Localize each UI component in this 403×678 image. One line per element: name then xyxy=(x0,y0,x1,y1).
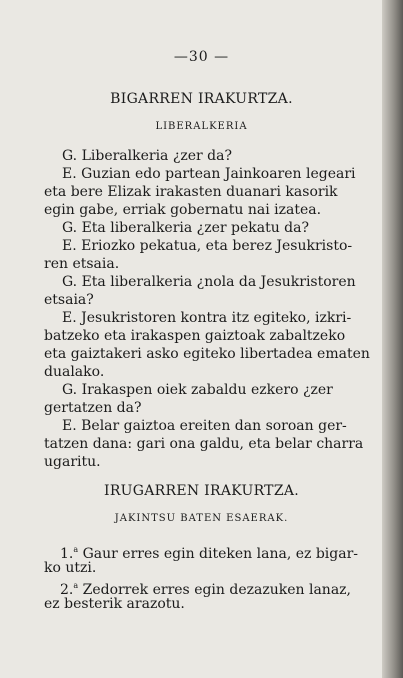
section-title: IRUGARREN IRAKURTZA. xyxy=(103,483,300,499)
section-subtitle: JAKINTSU BATEN ESAERAK. xyxy=(114,513,289,524)
superscript: a xyxy=(73,545,79,554)
list-item xyxy=(60,542,358,562)
list-text: Zedorrek erres egin dezazuken lanaz, xyxy=(78,582,351,598)
text-line: E. Eriozko pekatua, eta berez Jesukristo- xyxy=(62,238,353,254)
text-line: eta bere Elizak irakasten duanari kasorik xyxy=(44,184,338,200)
text-line: ren etsaia. xyxy=(44,256,120,272)
page-number: —30 — xyxy=(173,49,230,65)
list-item xyxy=(60,578,351,598)
text-line: G. Eta liberalkeria ¿zer pekatu da? xyxy=(62,220,309,236)
section-title: BIGARREN IRAKURTZA. xyxy=(110,91,293,107)
text-line: G. Liberalkeria ¿zer da? xyxy=(62,148,232,164)
text-line: E. Belar gaiztoa ereiten dan soroan ger- xyxy=(62,418,347,434)
text-line: gertatzen da? xyxy=(44,400,142,416)
text-line: G. Irakaspen oiek zabaldu ezkero ¿zer xyxy=(62,382,333,398)
text-line: ko utzi. xyxy=(44,560,97,576)
superscript: a xyxy=(73,581,79,590)
section-subtitle: LIBERALKERIA xyxy=(155,121,248,132)
text-line: eta gaiztakeri asko egiteko libertadea ematen xyxy=(44,346,370,362)
text-line: etsaia? xyxy=(44,292,94,308)
list-text: Gaur erres egin diteken lana, ez bigar- xyxy=(78,546,359,562)
text-line: ez besterik arazotu. xyxy=(44,596,185,612)
text-line: egin gabe, erriak gobernatu nai izatea. xyxy=(44,202,322,218)
text-line: ugaritu. xyxy=(44,454,101,470)
text-line: batzeko eta irakaspen gaiztoak zabaltzeko xyxy=(44,328,346,344)
text-line: E. Jesukristoren kontra itz egiteko, izkri- xyxy=(62,310,352,326)
text-line: E. Guzian edo partean Jainkoaren legeari xyxy=(62,166,356,182)
text-line: tatzen dana: gari ona galdu, eta belar charra xyxy=(44,436,364,452)
text-line: dualako. xyxy=(44,364,105,380)
list-number: 2. xyxy=(60,582,74,598)
text-line: G. Eta liberalkeria ¿nola da Jesukristoren xyxy=(62,274,356,290)
book-spine-shadow xyxy=(382,0,403,678)
list-number: 1. xyxy=(60,546,74,562)
